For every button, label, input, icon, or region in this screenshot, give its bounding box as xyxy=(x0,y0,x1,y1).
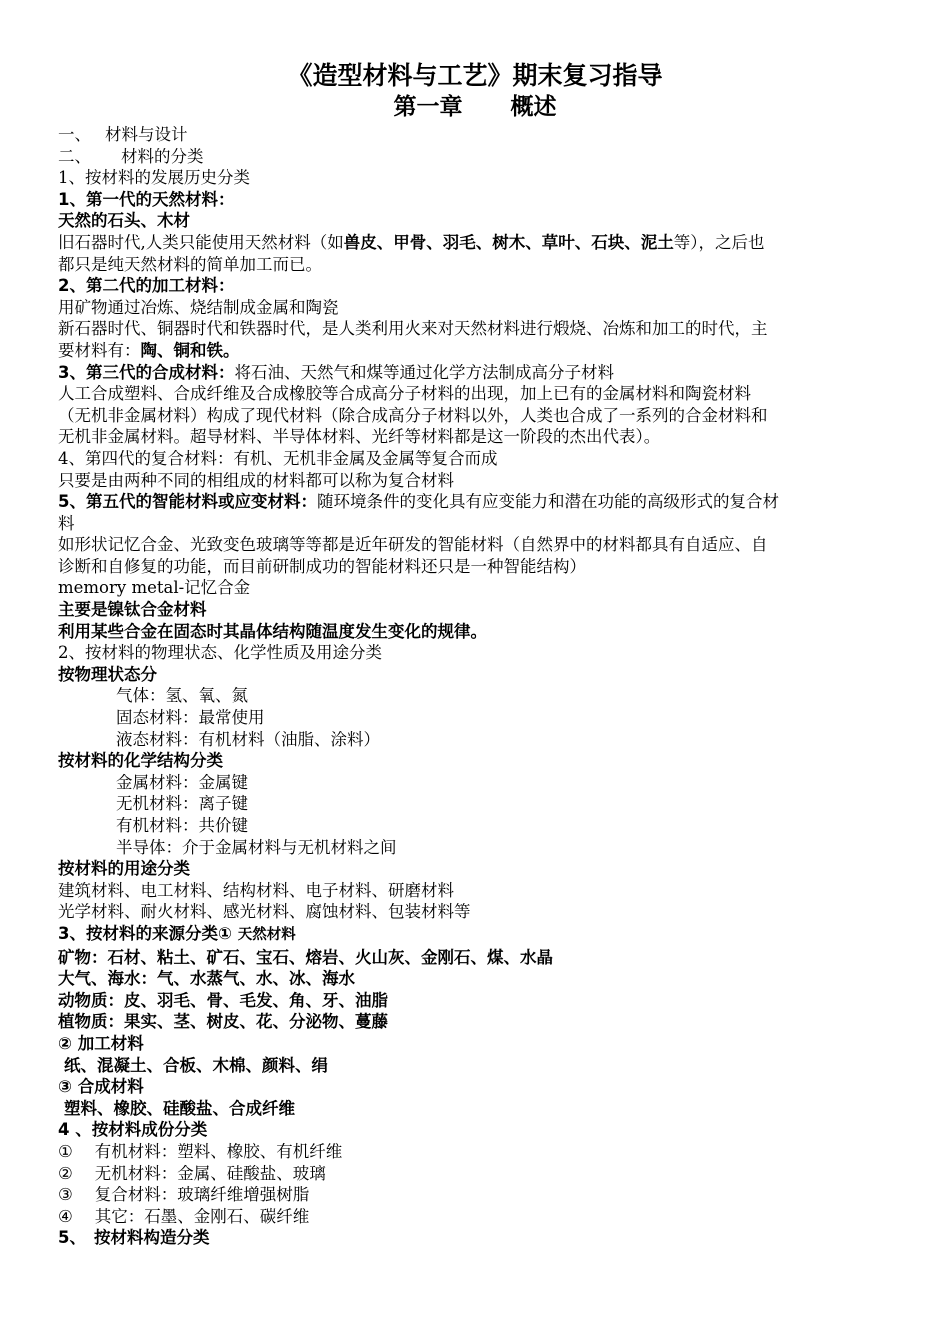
composition-item-text: 无机材料：金属、硅酸盐、玻璃 xyxy=(94,1163,326,1183)
section-two-num: 二、 xyxy=(58,146,91,166)
composition-item-num: ② xyxy=(58,1163,73,1183)
gen5-line1: 如形状记忆合金、光致变色玻璃等等都是近年研发的智能材料（自然界中的材料都具有自适应、自 xyxy=(58,535,768,555)
gen1-para-line1 xyxy=(58,232,892,254)
gen3-heading-bold: 3、第三代的合成材料： xyxy=(58,362,235,382)
gen5-line4: 主要是镍钛合金材料 xyxy=(58,600,207,620)
category-history: 1、按材料的发展历史分类 xyxy=(58,168,250,188)
use-line1: 建筑材料、电工材料、结构材料、电子材料、研磨材料 xyxy=(58,880,454,900)
composition-item-num: ① xyxy=(58,1141,73,1161)
section-two xyxy=(58,146,892,168)
gen2-heading: 2、第二代的加工材料： xyxy=(58,276,235,296)
gen2-text-bold: 陶、铜和铁。 xyxy=(140,340,240,360)
gen5-heading-bold: 5、第五代的智能材料或应变材料： xyxy=(58,492,317,512)
gen5-line3: memory metal-记忆合金 xyxy=(58,578,251,598)
gen1-para-line2: 都只是纯天然材料的简单加工而已。 xyxy=(58,254,322,274)
composition-heading: 4 、按材料成份分类 xyxy=(58,1120,208,1140)
source-line4: 植物质：果实、茎、树皮、花、分泌物、蔓藤 xyxy=(58,1012,388,1032)
section-two-text: 材料的分类 xyxy=(121,146,204,166)
gen4-heading: 4、第四代的复合材料：有机、无机非金属及金属等复合而成 xyxy=(58,448,498,468)
category-physical-chemical: 2、按材料的物理状态、化学性质及用途分类 xyxy=(58,643,382,663)
source-line7: ③ 合成材料 xyxy=(58,1077,144,1097)
gen5-heading-rest: 随环境条件的变化具有应变能力和潜在功能的高级形式的复合材 xyxy=(316,492,779,512)
gen1-sub: 天然的石头、木材 xyxy=(58,211,190,231)
source-line3: 动物质：皮、羽毛、骨、毛发、角、牙、油脂 xyxy=(58,990,388,1010)
document-title: 《造型材料与工艺》期末复习指导 xyxy=(287,61,663,90)
chemical-item: 半导体：介于金属材料与无机材料之间 xyxy=(116,837,397,857)
gen2-line2: 新石器时代、铜器时代和铁器时代，是人类利用火来对天然材料进行煅烧、冶炼和加工的时代，主 xyxy=(58,319,768,339)
physical-heading: 按物理状态分 xyxy=(58,664,157,684)
composition-item-num: ④ xyxy=(58,1206,73,1226)
gen1-text-a: 旧石器时代,人类只能使用天然材料（如 xyxy=(58,232,344,252)
source-line6: 纸、混凝土、合板、木棉、颜料、绢 xyxy=(64,1055,328,1075)
gen2-line1: 用矿物通过冶炼、烧结制成金属和陶瓷 xyxy=(58,297,339,317)
section-one-text: 材料与设计 xyxy=(105,125,188,144)
chemical-item: 无机材料：离子键 xyxy=(116,794,248,814)
gen3-line1: 人工合成塑料、合成纤维及合成橡胶等合成高分子材料的出现，加上已有的金属材料和陶瓷材料 xyxy=(58,384,751,404)
use-heading: 按材料的用途分类 xyxy=(58,859,190,879)
composition-item-num: ③ xyxy=(58,1185,73,1205)
chemical-heading: 按材料的化学结构分类 xyxy=(58,751,223,771)
gen1-heading: 1、第一代的天然材料： xyxy=(58,189,235,209)
composition-item-text: 复合材料：玻璃纤维增强树脂 xyxy=(94,1185,310,1205)
composition-item xyxy=(58,1141,892,1163)
physical-item: 气体：氢、氧、氮 xyxy=(116,686,248,706)
source-line5: ② 加工材料 xyxy=(58,1033,144,1053)
chapter-name: 概述 xyxy=(510,94,557,120)
section-one xyxy=(58,124,892,146)
gen5-line0: 料 xyxy=(58,513,75,533)
physical-item: 液态材料：有机材料（油脂、涂料） xyxy=(116,729,380,749)
structure-heading xyxy=(58,1227,892,1249)
section-one-num: 一、 xyxy=(58,125,91,144)
gen3-heading-rest: 将石油、天然气和煤等通过化学方法制成高分子材料 xyxy=(234,362,614,382)
source-line8: 塑料、橡胶、硅酸盐、合成纤维 xyxy=(64,1098,295,1118)
composition-item xyxy=(58,1184,892,1206)
gen3-heading xyxy=(58,362,892,384)
source-heading-tail: 天然材料 xyxy=(237,926,296,943)
composition-item-text: 其它：石墨、金刚石、碳纤维 xyxy=(94,1206,310,1226)
source-line2: 大气、海水：气、水蒸气、水、冰、海水 xyxy=(58,969,355,989)
source-line1: 矿物：石材、粘土、矿石、宝石、熔岩、火山灰、金刚石、煤、水晶 xyxy=(58,947,553,967)
gen3-line3: 无机非金属材料。超导材料、半导体材料、光纤等材料都是这一阶段的杰出代表）。 xyxy=(58,427,661,447)
use-line2: 光学材料、耐火材料、感光材料、腐蚀材料、包装材料等 xyxy=(58,902,471,922)
source-heading-text: 3、按材料的来源分类① xyxy=(58,923,232,943)
chapter-label: 第一章 xyxy=(393,94,463,120)
chemical-item: 金属材料：金属键 xyxy=(116,772,248,792)
gen2-line3 xyxy=(58,340,892,362)
gen1-text-c: 等），之后也 xyxy=(673,232,765,252)
source-heading xyxy=(58,923,892,947)
gen2-text-a: 要材料有： xyxy=(58,340,141,360)
composition-item xyxy=(58,1163,892,1185)
physical-item: 固态材料：最常使用 xyxy=(116,708,265,728)
gen3-line2: （无机非金属材料）构成了现代材料（除合成高分子材料以外，人类也合成了一系列的合金材料和 xyxy=(58,405,768,425)
composition-item xyxy=(58,1206,892,1228)
gen5-line2: 诊断和自修复的功能，而目前研制成功的智能材料还只是一种智能结构） xyxy=(58,556,586,576)
chapter-heading xyxy=(58,92,892,122)
gen4-line1: 只要是由两种不同的相组成的材料都可以称为复合材料 xyxy=(58,470,454,490)
structure-heading-text: 按材料构造分类 xyxy=(93,1228,210,1248)
chemical-item: 有机材料：共价键 xyxy=(116,816,248,835)
gen5-line5: 利用某些合金在固态时其晶体结构随温度发生变化的规律。 xyxy=(58,621,487,641)
structure-heading-num: 5、 xyxy=(58,1228,86,1248)
gen1-text-bold: 兽皮、甲骨、羽毛、树木、草叶、石块、泥土 xyxy=(343,232,674,252)
composition-item-text: 有机材料：塑料、橡胶、有机纤维 xyxy=(94,1141,343,1161)
gen5-heading xyxy=(58,491,892,513)
